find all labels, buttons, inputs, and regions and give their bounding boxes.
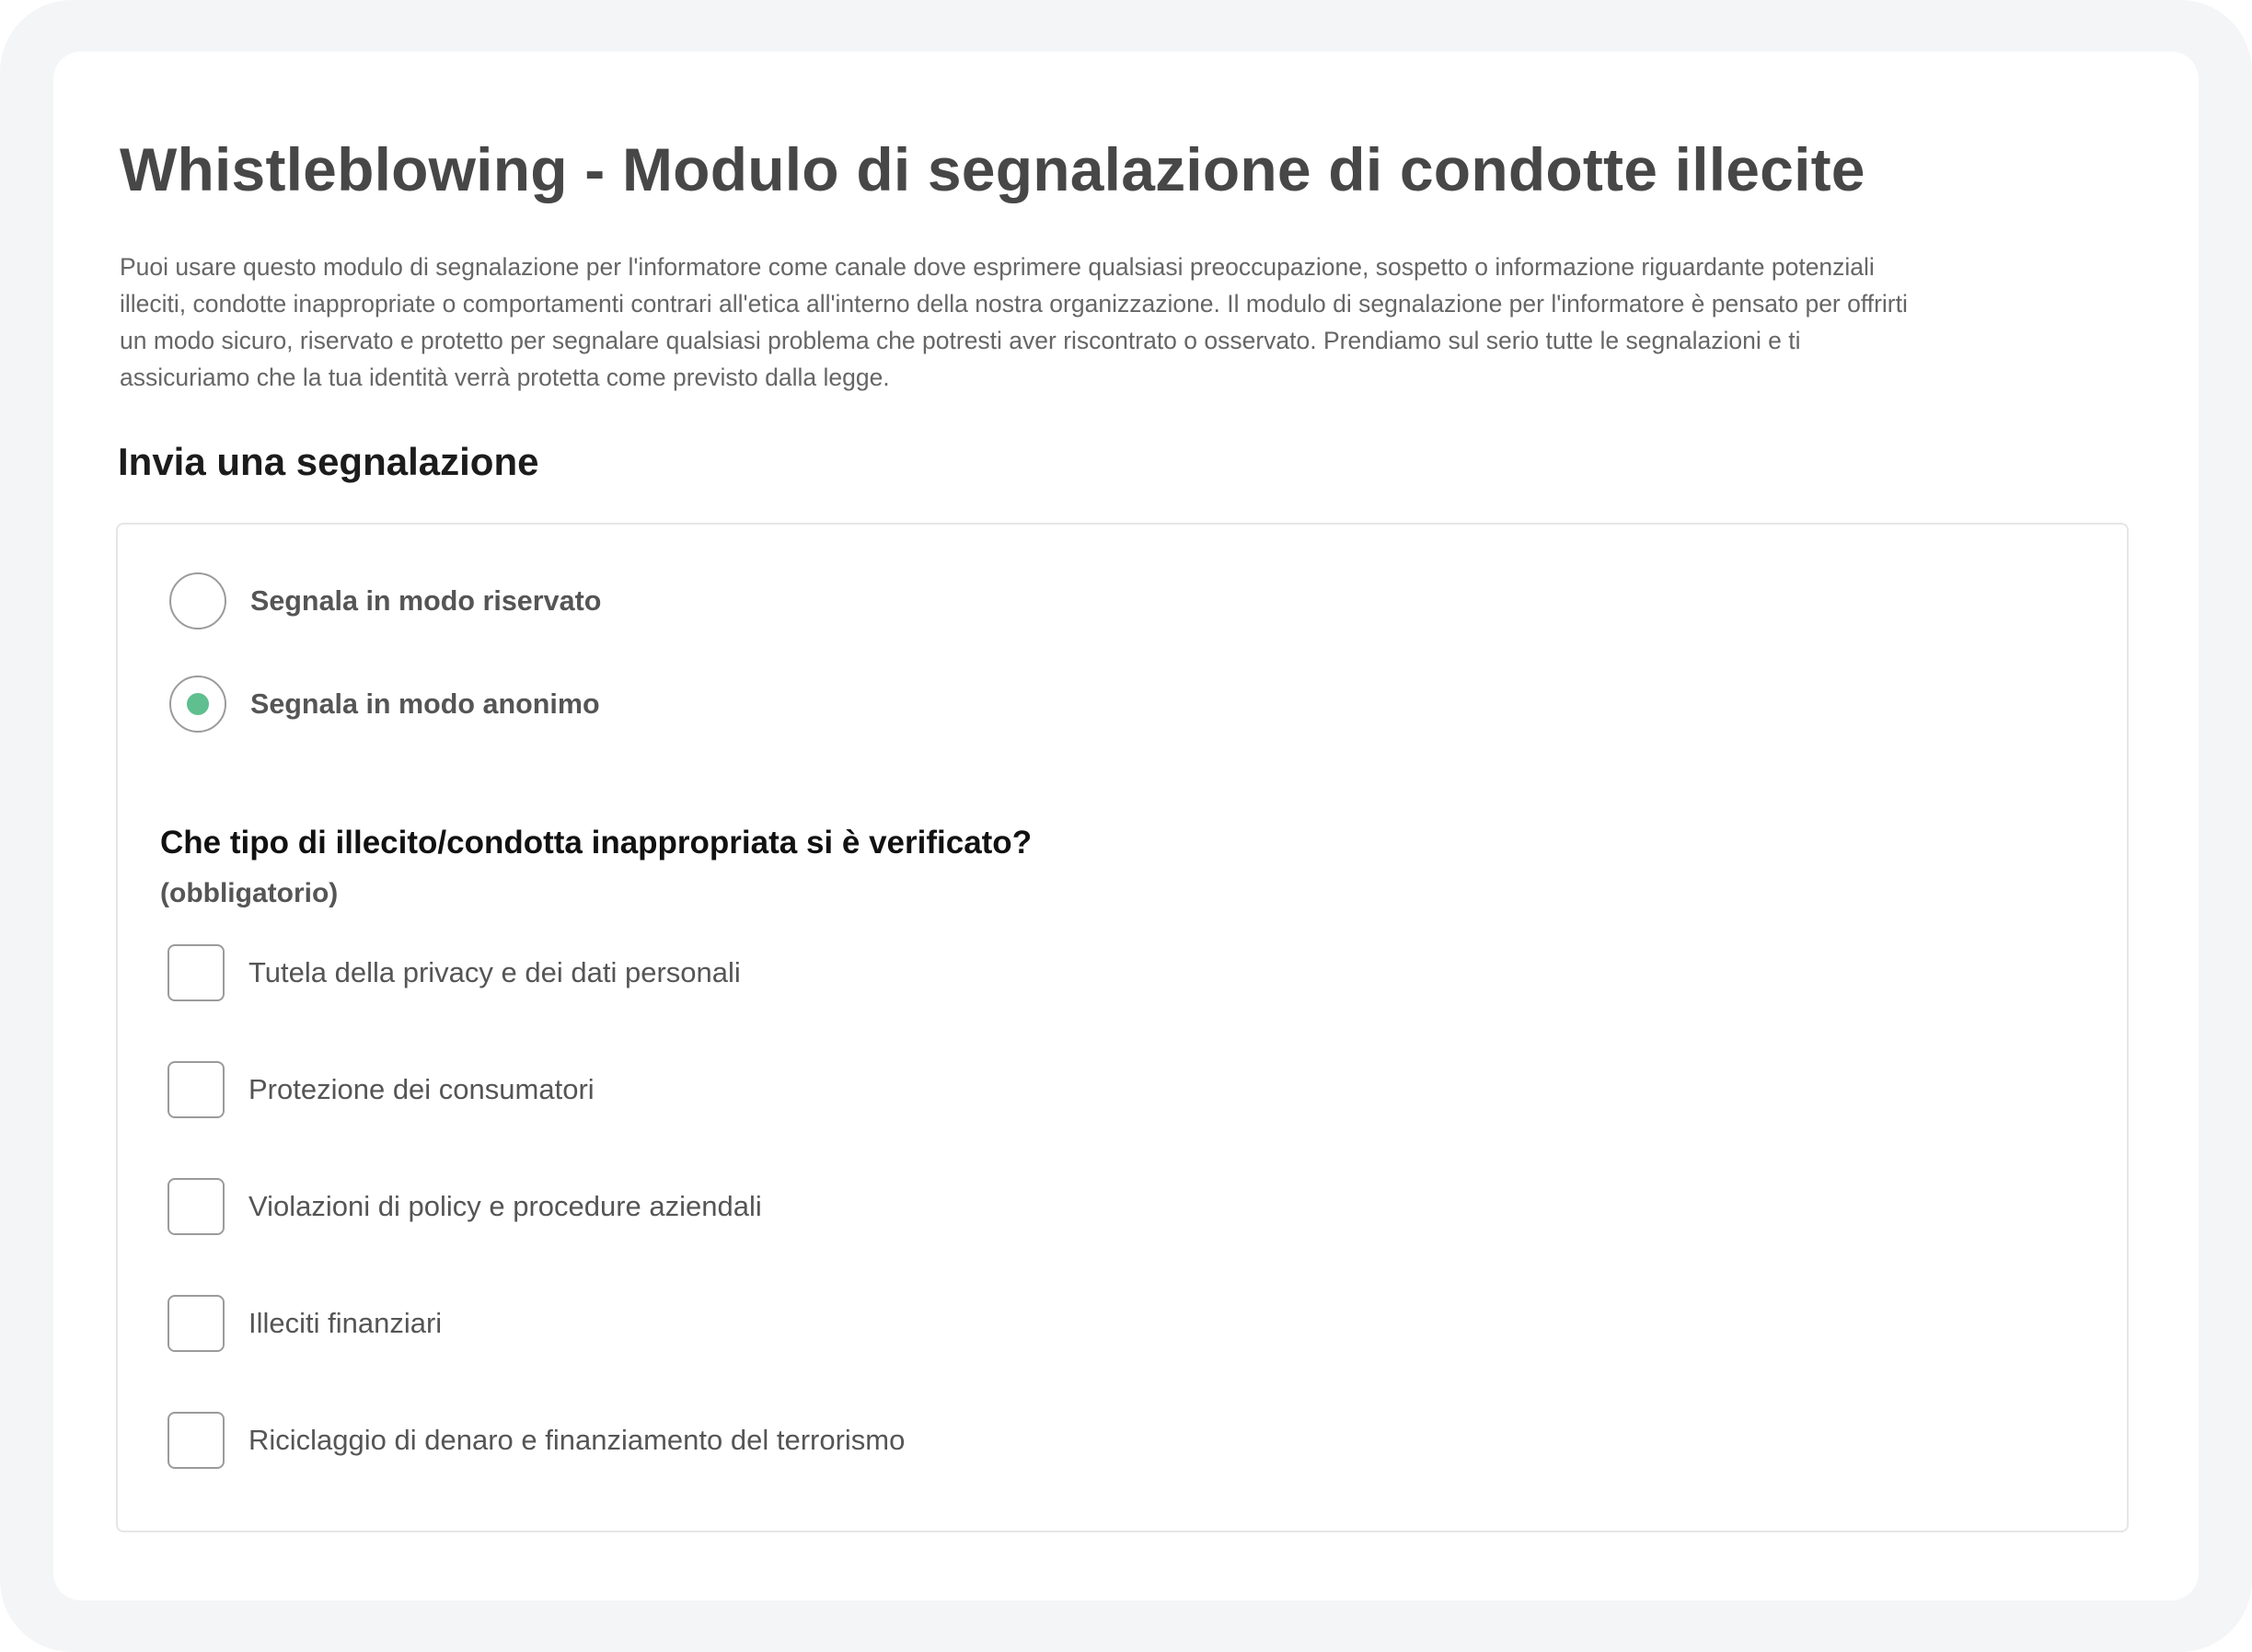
checkbox-policy-violations[interactable] <box>167 1178 225 1235</box>
checkbox-consumer-protection[interactable] <box>167 1061 225 1118</box>
checkbox-label-financial-offences: Illeciti finanziari <box>248 1307 443 1339</box>
checkbox-privacy[interactable] <box>167 944 225 1001</box>
report-form <box>116 523 2129 1532</box>
radio-option-confidential[interactable] <box>169 572 601 630</box>
content-card <box>53 52 2199 1600</box>
checkbox-label-privacy: Tutela della privacy e dei dati personali <box>248 956 741 988</box>
checkbox-option-policy-violations[interactable] <box>167 1178 762 1235</box>
radio-label-confidential: Segnala in modo riservato <box>250 584 602 617</box>
checkbox-financial-offences[interactable] <box>167 1295 225 1352</box>
checkbox-option-consumer-protection[interactable] <box>167 1061 595 1118</box>
radio-button-anonymous[interactable] <box>169 676 226 733</box>
question-label: Che tipo di illecito/condotta inappropriata si è verificato? <box>160 825 1033 861</box>
checkbox-option-privacy[interactable] <box>167 944 741 1001</box>
page-title: Whistleblowing - Modulo di segnalazione di condotte illecite <box>120 135 1865 203</box>
intro-paragraph: Puoi usare questo modulo di segnalazione per l'informatore come canale dove esprimere qualsiasi preoccupazione, sospetto o informazione riguardante potenziali illeciti, condotte inappropriate o comportamenti contrari all'etica all'interno della nostra organizzazione. Il modulo di segnalazione per l'informatore è pensato per offrirti un modo sicuro, riservato e protetto per segnalare qualsiasi problema che potresti aver riscontrato o osservato. Prendiamo sul serio tutte le segnalazioni e ti assicuriamo che la tua identità verrà protetta come previsto dalla legge. <box>120 253 1908 391</box>
radio-selected-dot <box>187 693 209 715</box>
checkbox-label-money-laundering: Riciclaggio di denaro e finanziamento del terrorismo <box>248 1424 906 1456</box>
checkbox-option-money-laundering[interactable] <box>167 1412 905 1469</box>
checkbox-money-laundering[interactable] <box>167 1412 225 1469</box>
required-note: (obbligatorio) <box>160 878 339 908</box>
checkbox-label-consumer-protection: Protezione dei consumatori <box>248 1073 595 1105</box>
checkbox-label-policy-violations: Violazioni di policy e procedure aziendali <box>248 1190 762 1222</box>
section-title: Invia una segnalazione <box>118 440 539 483</box>
radio-label-anonymous: Segnala in modo anonimo <box>250 687 600 720</box>
checkbox-option-financial-offences[interactable] <box>167 1295 442 1352</box>
radio-button-confidential[interactable] <box>169 572 226 630</box>
radio-option-anonymous[interactable] <box>169 676 600 733</box>
